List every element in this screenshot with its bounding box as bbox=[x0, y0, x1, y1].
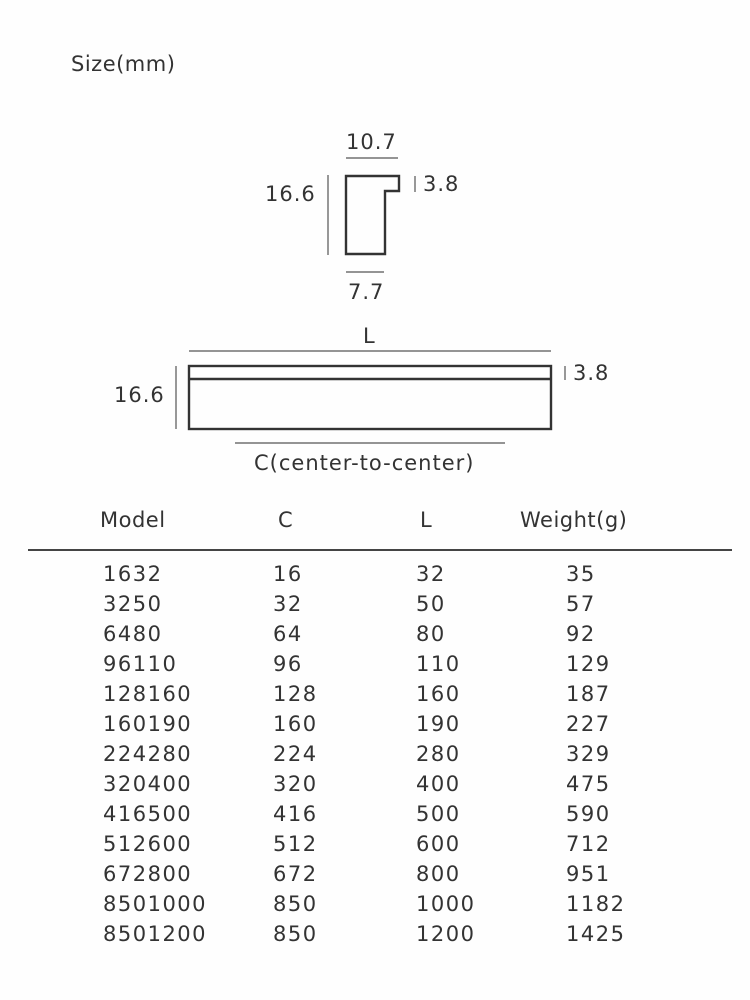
l-cell: 110 bbox=[416, 652, 461, 676]
bottom-width-label: 7.7 bbox=[348, 280, 385, 304]
weight-cell: 712 bbox=[566, 832, 611, 856]
l-cell: 80 bbox=[416, 622, 446, 646]
c-cell: 512 bbox=[273, 832, 318, 856]
profile-height-label: 16.6 bbox=[265, 182, 316, 206]
header-l: L bbox=[420, 508, 433, 532]
c-cell: 850 bbox=[273, 892, 318, 916]
model-cell: 1632 bbox=[103, 562, 163, 586]
c-cell: 160 bbox=[273, 712, 318, 736]
center-label: C(center-to-center) bbox=[254, 451, 475, 475]
profile-outline bbox=[346, 176, 399, 254]
weight-cell: 35 bbox=[566, 562, 596, 586]
c-cell: 850 bbox=[273, 922, 318, 946]
weight-cell: 475 bbox=[566, 772, 611, 796]
table-row bbox=[0, 682, 750, 712]
c-cell: 96 bbox=[273, 652, 303, 676]
c-cell: 128 bbox=[273, 682, 318, 706]
header-weight: Weight(g) bbox=[520, 508, 628, 532]
table-row bbox=[0, 922, 750, 952]
model-cell: 8501200 bbox=[103, 922, 208, 946]
weight-cell: 129 bbox=[566, 652, 611, 676]
table-row bbox=[0, 712, 750, 742]
c-cell: 672 bbox=[273, 862, 318, 886]
weight-cell: 57 bbox=[566, 592, 596, 616]
header-divider bbox=[28, 549, 732, 551]
l-cell: 160 bbox=[416, 682, 461, 706]
model-cell: 416500 bbox=[103, 802, 193, 826]
model-cell: 8501000 bbox=[103, 892, 208, 916]
model-cell: 128160 bbox=[103, 682, 193, 706]
table-row bbox=[0, 772, 750, 802]
model-cell: 96110 bbox=[103, 652, 178, 676]
side-drawing bbox=[114, 324, 609, 475]
l-cell: 800 bbox=[416, 862, 461, 886]
model-cell: 224280 bbox=[103, 742, 193, 766]
l-cell: 1200 bbox=[416, 922, 476, 946]
header-model: Model bbox=[100, 508, 166, 532]
profile-lip-label: 3.8 bbox=[423, 172, 460, 196]
weight-cell: 1425 bbox=[566, 922, 626, 946]
side-outline bbox=[189, 366, 551, 429]
model-cell: 672800 bbox=[103, 862, 193, 886]
model-cell: 3250 bbox=[103, 592, 163, 616]
table-row bbox=[0, 892, 750, 922]
l-cell: 190 bbox=[416, 712, 461, 736]
l-cell: 600 bbox=[416, 832, 461, 856]
profile-drawing bbox=[265, 130, 459, 304]
table-row bbox=[0, 652, 750, 682]
model-cell: 6480 bbox=[103, 622, 163, 646]
model-cell: 160190 bbox=[103, 712, 193, 736]
c-cell: 64 bbox=[273, 622, 303, 646]
table-row bbox=[0, 862, 750, 892]
l-cell: 500 bbox=[416, 802, 461, 826]
c-cell: 416 bbox=[273, 802, 318, 826]
weight-cell: 951 bbox=[566, 862, 611, 886]
model-cell: 512600 bbox=[103, 832, 193, 856]
length-label: L bbox=[363, 324, 376, 348]
table-row bbox=[0, 592, 750, 622]
l-cell: 50 bbox=[416, 592, 446, 616]
table-row bbox=[0, 742, 750, 772]
c-cell: 320 bbox=[273, 772, 318, 796]
weight-cell: 590 bbox=[566, 802, 611, 826]
l-cell: 32 bbox=[416, 562, 446, 586]
l-cell: 280 bbox=[416, 742, 461, 766]
weight-cell: 329 bbox=[566, 742, 611, 766]
weight-cell: 92 bbox=[566, 622, 596, 646]
model-cell: 320400 bbox=[103, 772, 193, 796]
c-cell: 32 bbox=[273, 592, 303, 616]
l-cell: 1000 bbox=[416, 892, 476, 916]
table-row bbox=[0, 622, 750, 652]
weight-cell: 227 bbox=[566, 712, 611, 736]
top-width-label: 10.7 bbox=[346, 130, 397, 154]
table-row bbox=[0, 802, 750, 832]
weight-cell: 187 bbox=[566, 682, 611, 706]
c-cell: 16 bbox=[273, 562, 303, 586]
header-c: C bbox=[278, 508, 294, 532]
side-lip-label: 3.8 bbox=[573, 361, 610, 385]
table-row bbox=[0, 562, 750, 592]
side-height-label: 16.6 bbox=[114, 383, 165, 407]
c-cell: 224 bbox=[273, 742, 318, 766]
page-title: Size(mm) bbox=[71, 52, 176, 76]
weight-cell: 1182 bbox=[566, 892, 626, 916]
l-cell: 400 bbox=[416, 772, 461, 796]
table-row bbox=[0, 832, 750, 862]
